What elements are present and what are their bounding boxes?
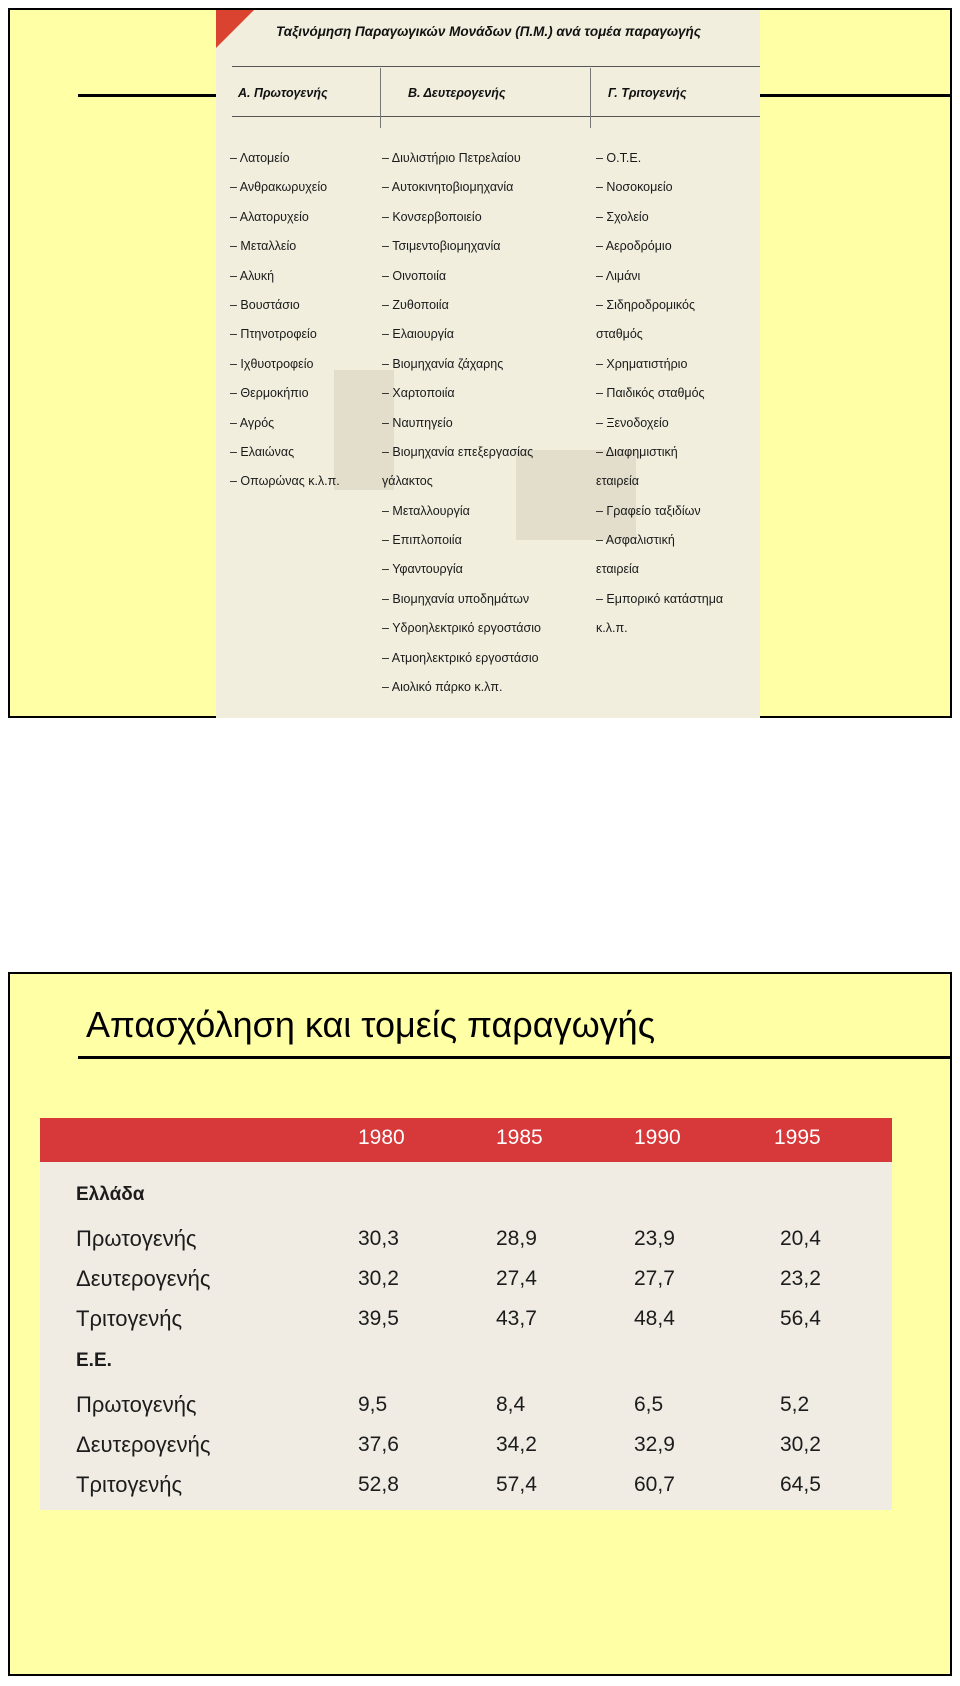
row-label: Τριτογενής (76, 1306, 183, 1331)
year-header: 1990 (634, 1126, 681, 1149)
table-cell: 27,7 (634, 1267, 675, 1290)
list-item: – Βιομηχανία επεξεργασίας (382, 444, 534, 459)
table-cell: 48,4 (634, 1307, 675, 1330)
list-item: – Σιδηροδρομικός (596, 297, 695, 312)
list-item: – Οινοποιία (382, 268, 447, 283)
list-item: – Ιχθυοτροφείο (230, 356, 314, 371)
column-heading-secondary: Β. Δευτερογενής (408, 86, 506, 100)
table-cell: 23,2 (780, 1267, 821, 1290)
scan-column-divider (590, 68, 591, 128)
list-item: – Κονσερβοποιείο (382, 209, 482, 224)
list-item: – Αεροδρόμιο (596, 239, 672, 254)
list-item: – Ζυθοποιία (382, 297, 449, 312)
title-rule-right (758, 94, 952, 97)
list-item: – Τσιμεντοβιομηχανία (382, 239, 501, 254)
row-label: Πρωτογενής (76, 1392, 197, 1417)
title-rule-left (78, 94, 218, 97)
row-label: Πρωτογενής (76, 1226, 197, 1251)
list-item: – Μεταλλουργία (382, 503, 470, 518)
table-cell: 28,9 (496, 1227, 537, 1250)
column-heading-primary: Α. Πρωτογενής (238, 86, 328, 100)
list-item: – Νοσοκομείο (596, 180, 673, 195)
table-cell: 5,2 (780, 1393, 810, 1416)
list-item: – Ασφαλιστική (596, 533, 675, 548)
list-item: – Ατμοηλεκτρικό εργοστάσιο (382, 650, 539, 665)
list-item: γάλακτος (382, 474, 433, 489)
year-header: 1985 (496, 1126, 543, 1149)
group-heading: Ε.Ε. (76, 1350, 112, 1371)
list-item: – Οπωρώνας κ.λ.π. (230, 474, 340, 489)
scanned-classification-table (216, 10, 760, 718)
list-item: – Ελαιώνας (230, 444, 295, 459)
list-item: – Χρηματιστήριο (596, 356, 688, 371)
list-item: εταιρεία (596, 474, 640, 489)
red-corner-mark (216, 10, 254, 48)
list-item: – Εμπορικό κατάστημα (596, 591, 724, 606)
list-item: – Παιδικός σταθμός (596, 386, 705, 401)
list-item: – Ξενοδοχείο (596, 415, 669, 430)
row-label: Δευτερογενής (76, 1432, 211, 1457)
table-cell: 27,4 (496, 1267, 537, 1290)
scan-title: Ταξινόμηση Παραγωγικών Μονάδων (Π.Μ.) ανά τομέα παραγωγής (276, 24, 701, 39)
list-item: – Αλυκή (230, 268, 275, 283)
list-item: – Γραφείο ταξιδίων (596, 503, 701, 518)
table-cell: 57,4 (496, 1473, 537, 1496)
list-item: – Αυτοκινητοβιομηχανία (382, 180, 514, 195)
table-cell: 30,3 (358, 1227, 399, 1250)
column-heading-tertiary: Γ. Τριτογενής (608, 86, 687, 100)
list-item: σταθμός (596, 327, 643, 342)
table-cell: 52,8 (358, 1473, 399, 1496)
list-item: – Διυλιστήριο Πετρελαίου (382, 151, 521, 165)
table-cell: 39,5 (358, 1307, 399, 1330)
list-item: – Βιομηχανία υποδημάτων (382, 591, 530, 606)
title-rule (78, 1056, 952, 1059)
list-item: – Ο.Τ.Ε. (596, 151, 642, 165)
employment-table-scan (40, 1118, 892, 1510)
slide-2 (8, 972, 952, 1676)
list-item: – Λατομείο (230, 151, 290, 165)
year-header: 1995 (774, 1126, 821, 1149)
table-cell: 9,5 (358, 1393, 388, 1416)
list-item: – Σχολείο (596, 209, 649, 224)
table-cell: 37,6 (358, 1433, 399, 1456)
list-item: – Αιολικό πάρκο κ.λπ. (382, 680, 503, 695)
list-item: – Επιπλοποιία (382, 533, 462, 548)
row-label: Δευτερογενής (76, 1266, 211, 1291)
list-item: – Θερμοκήπιο (230, 386, 309, 401)
table-cell: 8,4 (496, 1393, 526, 1416)
list-item: – Υδροηλεκτρικό εργοστάσιο (382, 621, 541, 636)
list-item: κ.λ.π. (596, 621, 628, 636)
table-cell: 60,7 (634, 1473, 675, 1496)
table-cell: 32,9 (634, 1433, 675, 1456)
list-item: – Υφαντουργία (382, 562, 463, 577)
list-item: – Ναυπηγείο (382, 415, 453, 430)
table-cell: 30,2 (780, 1433, 821, 1456)
table-cell: 23,9 (634, 1227, 675, 1250)
tertiary-sector-list (596, 150, 723, 650)
list-item: – Διαφημιστική (596, 444, 678, 459)
list-item: – Βιομηχανία ζάχαρης (382, 356, 504, 371)
table-cell: 43,7 (496, 1307, 537, 1330)
list-item: – Ανθρακωρυχείο (230, 180, 328, 195)
group-heading: Ελλάδα (76, 1184, 145, 1205)
year-header: 1980 (358, 1126, 405, 1149)
list-item: – Χαρτοποιία (382, 386, 455, 401)
list-item: – Μεταλλείο (230, 239, 297, 254)
slide-title: Απασχόληση και τομείς παραγωγής (86, 1004, 656, 1045)
table-cell: 30,2 (358, 1267, 399, 1290)
secondary-sector-list (382, 150, 541, 708)
list-item: – Πτηνοτροφείο (230, 327, 317, 342)
list-item: – Αλατορυχείο (230, 209, 309, 224)
scan-header-top-line (232, 66, 760, 67)
table-cell: 34,2 (496, 1433, 537, 1456)
primary-sector-list (230, 150, 340, 503)
scan-header-bottom-line (232, 116, 760, 117)
list-item: – Λιμάνι (596, 268, 641, 283)
list-item: – Αγρός (230, 415, 275, 430)
slide-1 (8, 8, 952, 718)
table-cell: 56,4 (780, 1307, 821, 1330)
list-item: – Βουστάσιο (230, 297, 300, 312)
scan-column-divider (380, 68, 381, 128)
table-cell: 6,5 (634, 1393, 664, 1416)
row-label: Τριτογενής (76, 1472, 183, 1497)
table-cell: 20,4 (780, 1227, 821, 1250)
list-item: – Ελαιουργία (382, 327, 454, 342)
list-item: εταιρεία (596, 562, 640, 577)
year-header-bar (40, 1118, 892, 1162)
table-cell: 64,5 (780, 1473, 821, 1496)
